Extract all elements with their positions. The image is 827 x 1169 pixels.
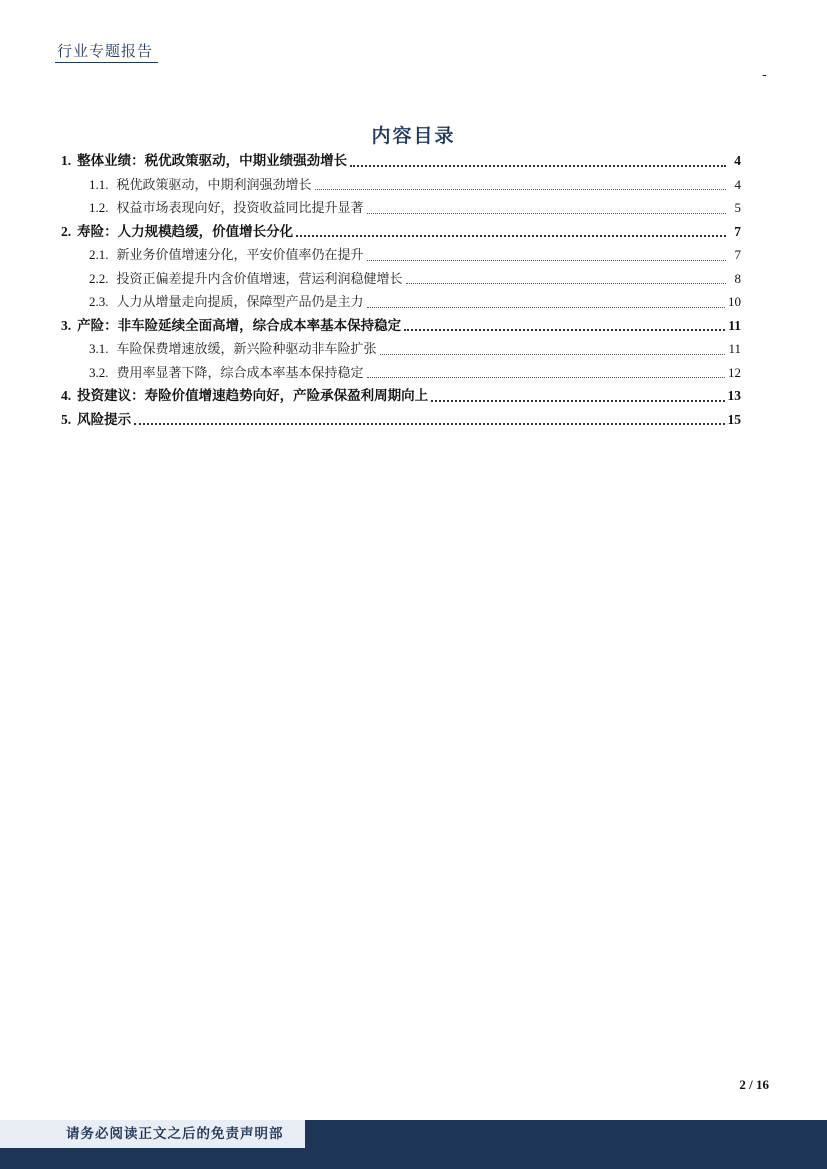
toc-entry-number: 1. bbox=[61, 153, 72, 168]
header-rule bbox=[55, 62, 158, 63]
toc-title: 内容目录 bbox=[371, 125, 456, 147]
toc-entry-title[interactable]: 投资建议：寿险价值增速趋势向好，产险承保盈利周期向上 bbox=[77, 388, 429, 404]
toc-entry[interactable] bbox=[57, 290, 741, 314]
toc-entry-page[interactable]: 7 bbox=[734, 247, 741, 262]
toc-dot-leader bbox=[134, 423, 724, 425]
toc-entry-number: 2. bbox=[61, 223, 72, 239]
toc-entry-title[interactable]: 寿险：人力规模趋缓，价值增长分化 bbox=[77, 223, 294, 240]
toc-entry-page[interactable]: 11 bbox=[728, 341, 741, 356]
toc-entry-number: 2.3. bbox=[89, 294, 109, 309]
toc-entry-title[interactable]: 投资正偏差提升内含价值增速，营运利润稳健增长 bbox=[116, 271, 403, 287]
toc-entry[interactable] bbox=[57, 314, 741, 338]
toc-entry-page[interactable]: 11 bbox=[728, 317, 741, 333]
toc-entry[interactable] bbox=[57, 337, 741, 361]
toc-entry-page[interactable]: 4 bbox=[734, 176, 741, 192]
toc-dot-leader bbox=[367, 377, 725, 378]
toc-entry-number: 2.2. bbox=[89, 270, 109, 286]
toc-entry-number: 2.1. bbox=[89, 247, 109, 262]
toc-entry[interactable] bbox=[57, 173, 741, 197]
toc-entry[interactable] bbox=[57, 408, 741, 432]
toc-entry[interactable] bbox=[57, 220, 741, 244]
toc-entry-page[interactable]: 5 bbox=[734, 200, 741, 215]
toc-entry-page[interactable]: 12 bbox=[728, 364, 741, 380]
toc-entry-number: 3.2. bbox=[89, 364, 109, 380]
toc-entry-title[interactable]: 人力从增量走向提质，保障型产品仍是主力 bbox=[116, 295, 364, 310]
toc-entry-number: 3.1. bbox=[89, 341, 109, 356]
toc-entry-number: 3. bbox=[61, 317, 72, 333]
toc-entry-title[interactable]: 整体业绩：税优政策驱动，中期业绩强劲增长 bbox=[77, 153, 348, 169]
toc-entry[interactable] bbox=[57, 196, 741, 220]
toc-entry[interactable] bbox=[57, 361, 741, 385]
toc-entry[interactable] bbox=[57, 149, 741, 173]
toc-entry-title[interactable]: 风险提示 bbox=[77, 411, 132, 428]
toc-dot-leader bbox=[431, 400, 724, 402]
toc-entry-number: 5. bbox=[61, 411, 72, 427]
toc-entry-page[interactable]: 10 bbox=[728, 294, 741, 309]
toc-entry-page[interactable]: 7 bbox=[734, 223, 741, 239]
toc-entry[interactable] bbox=[57, 267, 741, 291]
toc-dot-leader bbox=[367, 213, 726, 214]
page-number: 2 / 16 bbox=[739, 1077, 769, 1092]
toc-entry-page[interactable]: 4 bbox=[734, 153, 741, 168]
toc-entry-title[interactable]: 新业务价值增速分化，平安价值率仍在提升 bbox=[116, 248, 364, 263]
toc-entry-title[interactable]: 权益市场表现向好，投资收益同比提升显著 bbox=[116, 201, 364, 216]
toc-dot-leader bbox=[404, 329, 725, 331]
table-of-contents bbox=[57, 149, 741, 431]
toc-dot-leader bbox=[406, 283, 726, 284]
toc-dot-leader bbox=[367, 260, 726, 261]
toc-dot-leader bbox=[350, 165, 726, 167]
header-label: 行业专题报告 bbox=[57, 42, 154, 60]
toc-dot-leader bbox=[380, 354, 726, 355]
toc-entry[interactable] bbox=[57, 243, 741, 267]
toc-dot-leader bbox=[296, 235, 726, 237]
toc-entry-page[interactable]: 13 bbox=[727, 388, 741, 403]
toc-entry-title[interactable]: 费用率显著下降，综合成本率基本保持稳定 bbox=[116, 365, 364, 381]
toc-entry-number: 1.1. bbox=[89, 176, 109, 192]
toc-entry[interactable] bbox=[57, 384, 741, 408]
toc-dot-leader bbox=[367, 307, 725, 308]
toc-entry-number: 4. bbox=[61, 388, 72, 403]
toc-entry-title[interactable]: 税优政策驱动，中期利润强劲增长 bbox=[116, 177, 312, 193]
toc-entry-number: 1.2. bbox=[89, 200, 109, 215]
corner-mark: - bbox=[762, 68, 767, 83]
toc-entry-page[interactable]: 8 bbox=[734, 270, 741, 286]
toc-entry-page[interactable]: 15 bbox=[727, 411, 741, 427]
footer-disclaimer[interactable]: 请务必阅读正文之后的免责声明部 bbox=[0, 1120, 305, 1148]
toc-entry-title[interactable]: 产险：非车险延续全面高增，综合成本率基本保持稳定 bbox=[77, 317, 402, 334]
toc-entry-title[interactable]: 车险保费增速放缓，新兴险种驱动非车险扩张 bbox=[116, 342, 377, 357]
toc-dot-leader bbox=[315, 189, 726, 190]
